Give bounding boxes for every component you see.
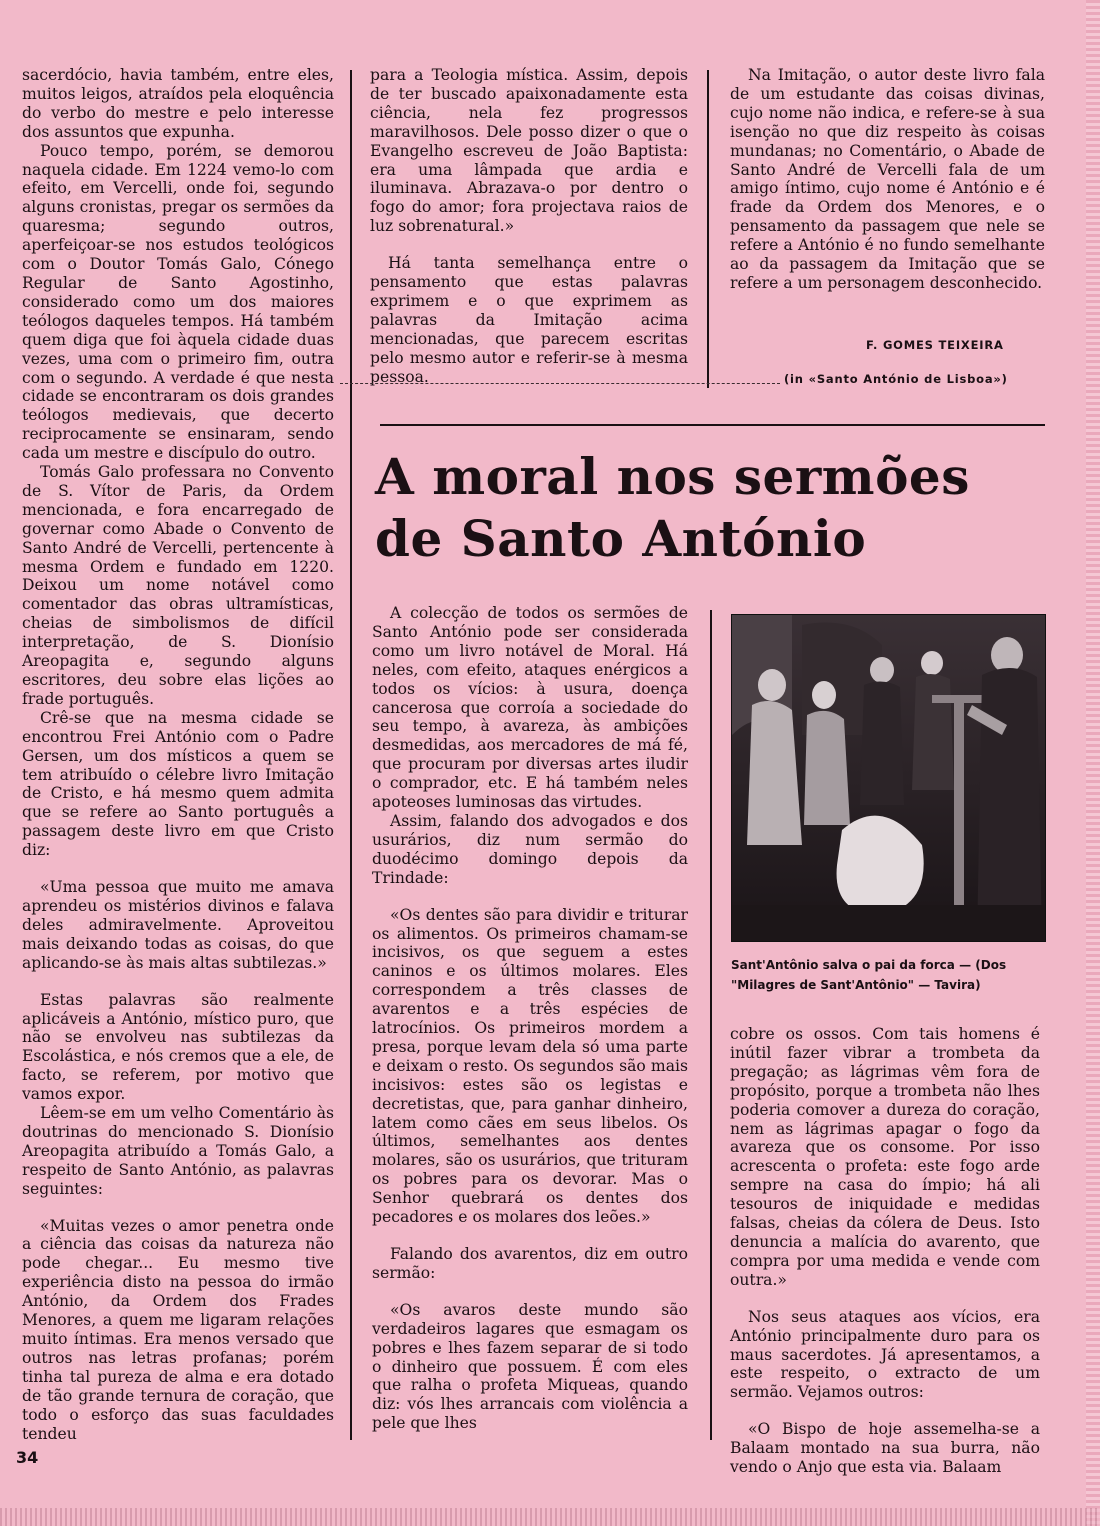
- page-number: 34: [16, 1448, 39, 1467]
- headline-top-rule: [380, 424, 1045, 426]
- col2-bottom-paragraph: Assim, falando dos advogados e dos usurários, diz num sermão do duodécimo domingo depois da Trindade:: [372, 811, 688, 887]
- column-2-bottom: [372, 604, 688, 1433]
- headline-line-2: de Santo António: [375, 509, 867, 568]
- col2-bottom-quote: «Os avaros deste mundo são verdadeiros lagares que esmagam os pobres e lhes fazem separar de si todo o dinheiro que possuem. É com eles que ralha o profeta Miqueas, quando diz: vós lhes arrancais com violência a pele que lhes: [372, 1300, 688, 1433]
- article-headline: [375, 446, 1075, 570]
- col2-bottom-paragraph: A colecção de todos os sermões de Santo António pode ser considerada como um livro notável de Moral. Há neles, com efeito, ataques enérgicos a todos os vícios: à usura, doença cancerosa que corroía a sociedade do seu tempo, à avareza, às ambições desmedidas, aos mercadores de má fé, que procuram por diversas artes iludir o comprador, etc. E há também neles apoteoses luminosas das virtudes.: [372, 604, 688, 812]
- photo-caption: [731, 955, 1051, 995]
- col1-paragraph: Estas palavras são realmente aplicáveis a António, místico puro, que não se envolveu nas subtilezas da Escolástica, e nós cremos que a ele, de facto, se referem, por motivo que vamos expor.: [22, 990, 334, 1104]
- article-photo: [731, 614, 1046, 942]
- photo-caption-line-2: "Milagres de Sant'Antônio" — Tavira): [731, 978, 981, 992]
- col3-top-paragraph: Na Imitação, o autor deste livro fala de um estudante das coisas divinas, cujo nome não indica, e refere-se à sua isenção no que diz respeito às coisas mundanas; no Comentário, o Abade de Santo André de Vercelli fala de um amigo íntimo, cujo nome é António e é frade da Ordem dos Menores, e o pensamento da passagem que nele se refere a António é no fundo semelhante ao da passagem da Imitação que se refere a um personagem desconhecido.: [730, 66, 1045, 292]
- headline-line-1: A moral nos sermões: [375, 447, 970, 506]
- col1-paragraph: Tomás Galo professara no Convento de S. Vítor de Paris, da Ordem mencionada, e fora encarregado de governar como Abade o Convento de Santo André de Vercelli, pertencente à mesma Ordem e fundado em 1220. Deixou um nome notável como comentador das obras ultramísticas, cheias de simbolismos de difícil interpretação, de S. Dionísio Areopagita e, segundo alguns escritores, deu sobre elas lições ao frade português.: [22, 463, 334, 708]
- col1-paragraph: sacerdócio, havia também, entre eles, muitos leigos, atraídos pela eloquência do verbo do mestre e pelo interesse dos assuntos que expunha.: [22, 66, 334, 141]
- col1-paragraph: Lêem-se em um velho Comentário às doutrinas do mencionado S. Dionísio Areopagita atribuído a Tomás Galo, a respeito de Santo António, as palavras seguintes:: [22, 1104, 334, 1198]
- col1-paragraph: Crê-se que na mesma cidade se encontrou Frei António com o Padre Gersen, um dos místicos a quem se tem atribuído o célebre livro Imitação de Cristo, e há mesmo quem admita que se refere ao Santo português a passagem deste livro em que Cristo diz:: [22, 708, 334, 860]
- col2-top-paragraph: para a Teologia mística. Assim, depois de ter buscado apaixonadamente esta ciência, nela fez progressos maravilhosos. Dele posso dizer o que o Evangelho escreveu de João Baptista: era uma lâmpada que ardia e iluminava. Abrazava-o por dentro o fogo do amor; fora projectava raios de luz sobrenatural.»: [370, 66, 688, 236]
- col1-quote: «Uma pessoa que muito me amava aprendeu os mistérios divinos e falava deles admiravelmente. Aproveitou mais deixando todas as coisas, do que aplicando-se às mais altas subtilezas.»: [22, 878, 334, 972]
- col3-bottom-paragraph: cobre os ossos. Com tais homens é inútil fazer vibrar a trombeta da pregação; as lágrimas vêm fora de propósito, porque a trombeta não lhes poderia comover a dureza do coração, nem as lágrimas apagar o fogo da avareza que os consome. Por isso acrescenta o profeta: este fogo arde sempre na casa do ímpio; há ali tesouros de iniquidade e medidas falsas, cheias da cólera de Deus. Isto denuncia a malícia do avarento, que compra por uma medida e vende com outra.»: [730, 1025, 1040, 1289]
- photo-caption-line-1: Sant'Antônio salva o pai da forca — (Dos: [731, 958, 1007, 972]
- col2-bottom-quote: «Os dentes são para dividir e triturar os alimentos. Os primeiros chamam-se incisivos, os que seguem a estes caninos e os últimos molares. Eles correspondem a três classes de avarentos e a três espécies de latrocínios. Os primeiros mordem a presa, porque levam dela só uma parte e deixam o resto. Os segundos são mais incisivos: estes são os legistas e decretistas, que, para ganhar dinheiro, latem como cães em seus libelos. Os últimos, semelhantes aos dentes molares, são os usurários, que trituram os pobres para os devorar. Mas o Senhor quebrará os dentes dos pecadores e os molares dos leões.»: [372, 905, 688, 1227]
- column-3-top: [730, 66, 1045, 293]
- article-author: F. GOMES TEIXEIRA: [866, 338, 1004, 352]
- column-divider-2: [707, 70, 709, 388]
- col2-bottom-paragraph: Falando dos avarentos, diz em outro sermão:: [372, 1245, 688, 1282]
- photo-illustration: [732, 615, 1045, 941]
- column-1: [22, 66, 334, 1443]
- column-divider-1: [350, 70, 352, 1440]
- col1-quote: «Muitas vezes o amor penetra onde a ciência das coisas da natureza não pode chegar... Eu mesmo tive experiência disto na pessoa do irmão António, da Ordem dos Frades Menores, a quem me ligaram relações muito íntimas. Era menos versado que outros nas letras profanas; porém tinha tal pureza de alma e era dotado de tão grande ternura de coração, que todo o esforço das suas faculdades tendeu: [22, 1216, 334, 1443]
- article-source: (in «Santo António de Lisboa»): [784, 372, 1008, 386]
- column-3-bottom: [730, 1025, 1040, 1477]
- col1-paragraph: Pouco tempo, porém, se demorou naquela cidade. Em 1224 vemo-lo com efeito, em Vercelli, onde foi, segundo alguns cronistas, pregar os sermões da quaresma; segundo outros, aperfeiçoar-se nos estudos teológicos com o Doutor Tomás Galo, Cónego Regular de Santo Agostinho, considerado como um dos maiores teólogos daqueles tempos. Há também quem diga que foi àquela cidade duas vezes, uma com o primeiro fim, outra com o segundo. A verdade é que nesta cidade se encontraram os dois grandes teólogos medievais, que decerto reciprocamente se ensinaram, sendo cada um mestre e discípulo do outro.: [22, 141, 334, 463]
- page-edge-decoration: [1086, 0, 1100, 1526]
- column-divider-3: [710, 610, 712, 1440]
- col2-top-paragraph: Há tanta semelhança entre o pensamento que estas palavras exprimem e o que exprimem as palavras da Imitação acima mencionadas, que parecem escritas pelo mesmo autor e referir-se à mesma pessoa.: [370, 254, 688, 386]
- section-separator-dashed: [340, 383, 780, 384]
- col3-bottom-quote: «O Bispo de hoje assemelha-se a Balaam montado na sua burra, não vendo o Anjo que esta via. Balaam: [730, 1420, 1040, 1477]
- col3-bottom-paragraph: Nos seus ataques aos vícios, era António principalmente duro para os maus sacerdotes. Já apresentamos, a este respeito, o extracto de um sermão. Vejamos outros:: [730, 1307, 1040, 1402]
- column-2-top: [370, 66, 688, 387]
- bottom-edge-decoration: [0, 1508, 1100, 1526]
